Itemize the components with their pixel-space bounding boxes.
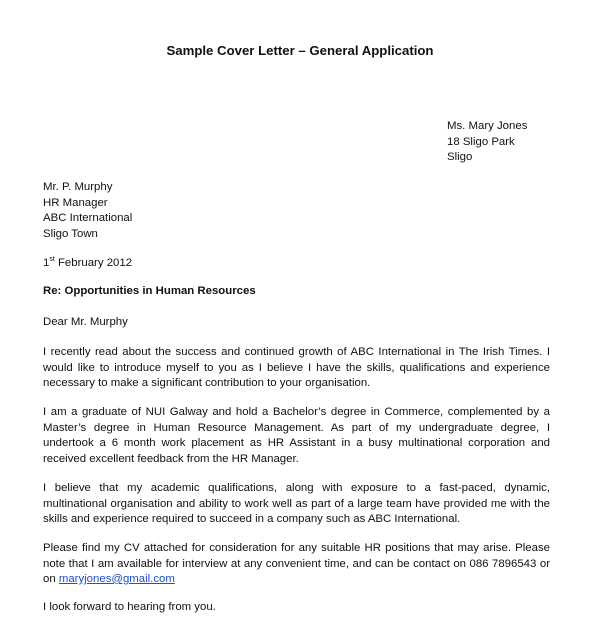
subject-line: Re: Opportunities in Human Resources: [43, 285, 256, 297]
paragraph-3: [43, 481, 550, 528]
document-title: Sample Cover Letter – General Application: [166, 43, 434, 58]
paragraph-4-line: Please find my CV attached for consideration for any suitable HR positions that may arise. Please: [43, 542, 550, 554]
recipient-town: Sligo Town: [43, 227, 98, 240]
paragraph-3-line: multinational organisation and ability to work well as part of a large team have provided me with the: [43, 497, 550, 510]
sender-address-line2: Sligo: [447, 151, 473, 163]
salutation: Dear Mr. Murphy: [43, 316, 128, 328]
date-suffix: st: [49, 256, 55, 263]
email-link[interactable]: maryjones@gmail.com: [58, 573, 175, 585]
recipient-name: Mr. P. Murphy: [43, 181, 113, 193]
paragraph-4-line: [43, 572, 550, 588]
paragraph-2-line: received excellent feedback from the HR Manager.: [43, 452, 299, 465]
sender-address-line1: 18 Sligo Park: [447, 135, 515, 148]
paragraph-1-line: would like to introduce myself to you as I believe I have the skills, qualifications and experience: [43, 361, 550, 374]
paragraph-3-line: skills and experience required to succeed in a company such as ABC International.: [43, 513, 461, 525]
recipient-company: ABC International: [43, 212, 133, 224]
paragraph-2-line: undertook a 6 month work placement as HR Assistant in a busy multinational corporation and: [43, 437, 550, 449]
paragraph-3-line: I believe that my academic qualifications, along with exposure to a fast-paced, dynamic,: [43, 482, 550, 494]
closing-line: I look forward to hearing from you.: [43, 601, 216, 613]
paragraph-4: [43, 541, 550, 588]
paragraph-2-line: I am a graduate of NUI Galway and hold a Bachelor’s degree in Commerce, complemented by a: [43, 406, 550, 418]
sender-name: Ms. Mary Jones: [447, 120, 528, 132]
recipient-address: [43, 180, 132, 242]
letter-date: [43, 256, 132, 269]
date-day: 1: [43, 257, 50, 269]
sender-address: [447, 119, 527, 166]
paragraph-1: [43, 345, 550, 392]
paragraph-4-line: note that I am available for interview at any convenient time, and can be contact on 086 7896543 or: [43, 557, 550, 570]
email-prefix: on: [43, 573, 59, 585]
paragraph-1-line: I recently read about the success and continued growth of ABC International in The Irish Times. I: [43, 346, 550, 358]
paragraph-2: [43, 405, 550, 467]
recipient-position: HR Manager: [43, 196, 108, 209]
paragraph-2-line: Master’s degree in Human Resource Management. As part of my undergraduate degree, I: [43, 421, 550, 434]
paragraph-1-line: necessary to make a significant contribution to your organisation.: [43, 377, 371, 389]
date-rest: February 2012: [54, 257, 133, 269]
